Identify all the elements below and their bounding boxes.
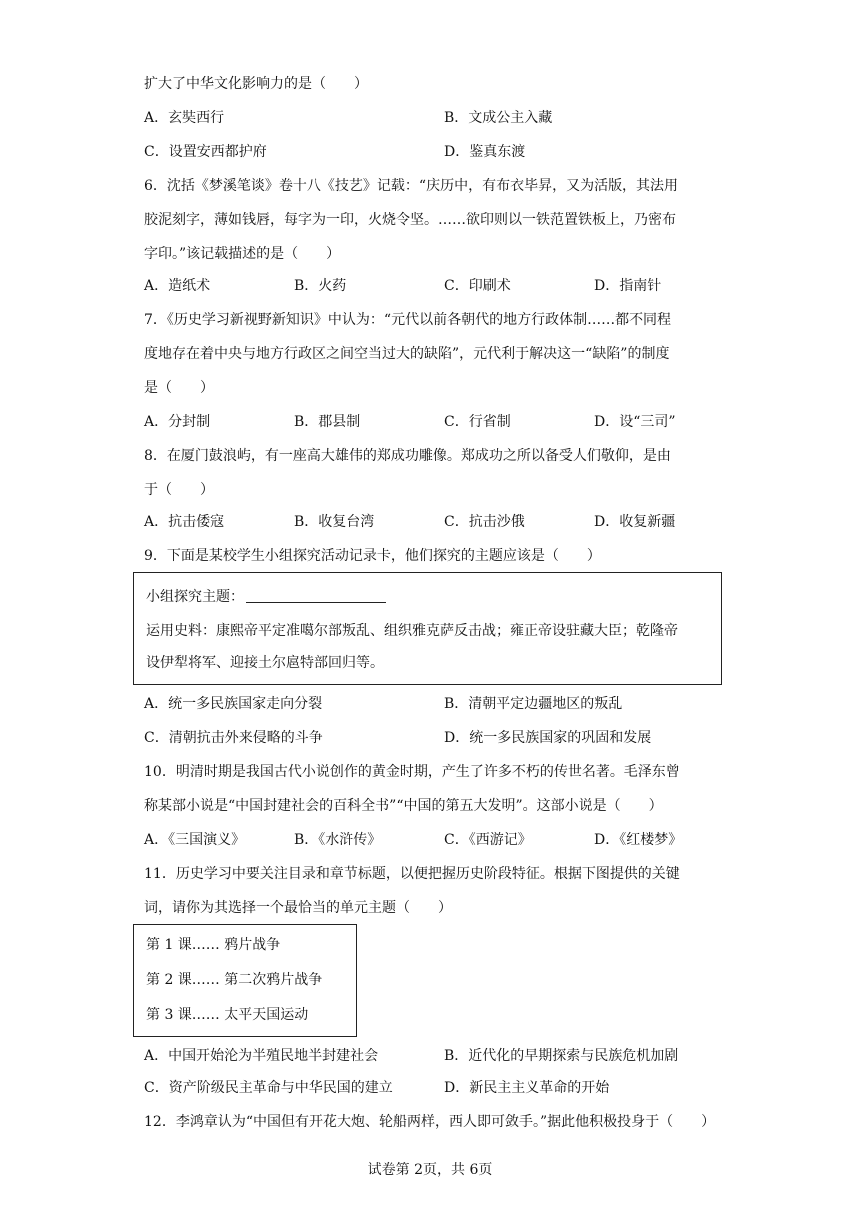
q11-stem-line1: 11．历史学习中要关注目录和章节标题，以便把握历史阶段特征。根据下图提供的关键 [144, 866, 680, 882]
q7-stem-line2: 度地存在着中央与地方行政区之间空当过大的缺陷”，元代利于解决这一“缺陷”的制度 [144, 346, 670, 362]
q10-stem-line1: 10．明清时期是我国古代小说创作的黄金时期，产生了许多不朽的传世名著。毛泽东曾 [144, 764, 680, 780]
q5-option-a[interactable]: A．玄奘西行 [144, 110, 225, 126]
page-footer: 试卷第 2页，共 6页 [367, 1162, 493, 1178]
q11-option-b[interactable]: B．近代化的早期探索与民族危机加剧 [444, 1048, 679, 1064]
q8-option-c[interactable]: C．抗击沙俄 [444, 514, 525, 530]
record-card [133, 572, 722, 685]
q5-option-b[interactable]: B．文成公主入藏 [444, 110, 553, 126]
q7-option-b[interactable]: B．郡县制 [294, 414, 361, 430]
toc-item-1: 第 1 课…… 鸦片战争 [146, 937, 281, 953]
q9-option-c[interactable]: C．清朝抗击外来侵略的斗争 [144, 730, 323, 746]
q9-stem: 9．下面是某校学生小组探究活动记录卡，他们探究的主题应该是（ ） [144, 548, 601, 564]
q10-stem-line2: 称某部小说是“中国封建社会的百科全书”“中国的第五大发明”。这部小说是（ ） [144, 798, 663, 814]
q9-option-b[interactable]: B．清朝平定边疆地区的叛乱 [444, 696, 623, 712]
q6-stem-line3: 字印。”该记载描述的是（ ） [144, 246, 341, 262]
q7-option-c[interactable]: C．行省制 [444, 414, 511, 430]
q6-option-c[interactable]: C．印刷术 [444, 278, 511, 294]
q8-stem-line2: 于（ ） [144, 482, 214, 498]
q12-stem: 12．李鸿章认为“中国但有开花大炮、轮船两样，西人即可敛手。”据此他积极投身于（ ） [144, 1114, 716, 1130]
q10-option-d[interactable]: D．《红楼梦》 [594, 832, 683, 848]
q6-stem-line2: 胶泥刻字，薄如钱唇，每字为一印，火烧令坚。……欲印则以一铁范置铁板上，乃密布 [144, 212, 676, 228]
q11-option-d[interactable]: D．新民主主义革命的开始 [444, 1080, 610, 1096]
q8-option-d[interactable]: D．收复新疆 [594, 514, 676, 530]
q5-option-c[interactable]: C．设置安西都护府 [144, 144, 267, 160]
q11-option-a[interactable]: A．中国开始沦为半殖民地半封建社会 [144, 1048, 379, 1064]
record-card-source-line1: 运用史料：康熙帝平定准噶尔部叛乱、组织雅克萨反击战；雍正帝设驻藏大臣；乾隆帝 [146, 623, 678, 639]
toc-item-2: 第 2 课…… 第二次鸦片战争 [146, 972, 323, 988]
q6-option-b[interactable]: B．火药 [294, 278, 347, 294]
topic-blank [246, 588, 386, 603]
q9-option-a[interactable]: A．统一多民族国家走向分裂 [144, 696, 323, 712]
q8-stem-line1: 8．在厦门鼓浪屿，有一座高大雄伟的郑成功雕像。郑成功之所以备受人们敬仰，是由 [144, 448, 671, 464]
q7-option-d[interactable]: D．设“三司” [594, 414, 676, 430]
q11-stem-line2: 词，请你为其选择一个最恰当的单元主题（ ） [144, 900, 452, 916]
q7-option-a[interactable]: A．分封制 [144, 414, 211, 430]
record-card-source-line2: 设伊犁将军、迎接土尔扈特部回归等。 [146, 655, 384, 671]
q11-option-c[interactable]: C．资产阶级民主革命与中华民国的建立 [144, 1080, 393, 1096]
toc-item-3: 第 3 课…… 太平天国运动 [146, 1007, 309, 1023]
q10-option-a[interactable]: A．《三国演义》 [144, 832, 246, 848]
q5-option-d[interactable]: D．鉴真东渡 [444, 144, 526, 160]
q6-option-d[interactable]: D．指南针 [594, 278, 662, 294]
q10-option-b[interactable]: B．《水浒传》 [294, 832, 382, 848]
record-card-topic [146, 587, 386, 607]
q10-option-c[interactable]: C．《西游记》 [444, 832, 532, 848]
q6-option-a[interactable]: A．造纸术 [144, 278, 211, 294]
record-card-topic-label: 小组探究主题： [146, 589, 244, 605]
toc-box [133, 924, 357, 1037]
q7-stem-line1: 7．《历史学习新视野新知识》中认为：“元代以前各朝代的地方行政体制……都不同程 [144, 312, 672, 328]
q7-stem-line3: 是（ ） [144, 380, 214, 396]
q9-option-d[interactable]: D．统一多民族国家的巩固和发展 [444, 730, 652, 746]
q8-option-b[interactable]: B．收复台湾 [294, 514, 375, 530]
q5-stem-end: 扩大了中华文化影响力的是（ ） [144, 76, 368, 92]
q8-option-a[interactable]: A．抗击倭寇 [144, 514, 225, 530]
q6-stem-line1: 6．沈括《梦溪笔谈》卷十八《技艺》记载：“庆历中，有布衣毕昇，又为活版，其法用 [144, 178, 679, 194]
